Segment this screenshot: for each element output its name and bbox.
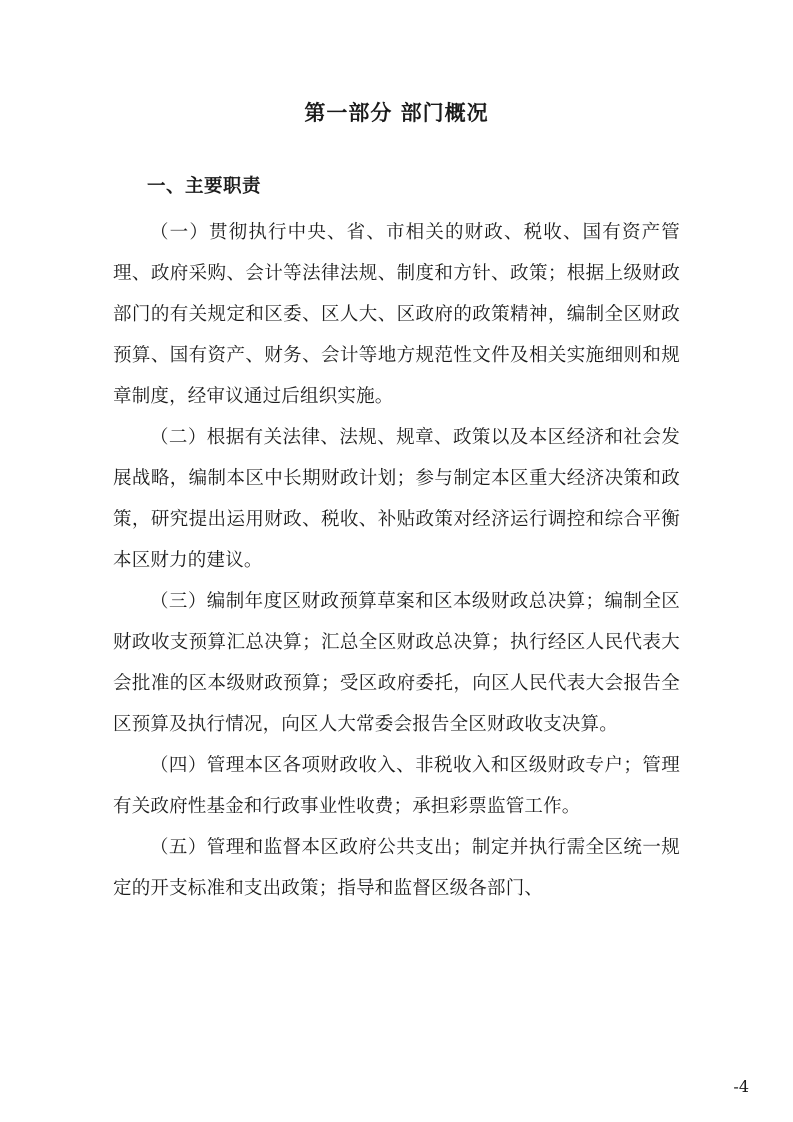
- page-number: -4: [733, 1077, 749, 1096]
- paragraph-item-1: （一）贯彻执行中央、省、市相关的财政、税收、国有资产管理、政府采购、会计等法律法规、制度和方针、政策；根据上级财政部门的有关规定和区委、区人大、区政府的政策精神，编制全区财政预算、国有资产、财务、会计等地方规范性文件及相关实施细则和规章制度，经审议通过后组织实施。: [113, 222, 680, 408]
- paragraph-item-3: （三）编制年度区财政预算草案和区本级财政总决算；编制全区财政收支预算汇总决算；汇总全区财政总决算；执行经区人民代表大会批准的区本级财政预算；受区政府委托，向区人民代表大会报告全区预算及执行情况，向区人大常委会报告全区财政收支决算。: [113, 591, 680, 736]
- page-content: [113, 0, 680, 909]
- paragraph-item-2: （二）根据有关法律、法规、规章、政策以及本区经济和社会发展战略，编制本区中长期财政计划；参与制定本区重大经济决策和政策，研究提出运用财政、税收、补贴政策对经济运行调控和综合平衡本区财力的建议。: [113, 427, 680, 572]
- paragraph-item-4: （四）管理本区各项财政收入、非税收入和区级财政专户；管理有关政府性基金和行政事业性收费；承担彩票监管工作。: [113, 755, 680, 818]
- section-heading-main-duties: 一、主要职责: [147, 176, 262, 198]
- page-title: 第一部分 部门概况: [304, 100, 489, 125]
- paragraph-item-5: （五）管理和监督本区政府公共支出；制定并执行需全区统一规定的开支标准和支出政策；指导和监督区级各部门、: [113, 837, 680, 900]
